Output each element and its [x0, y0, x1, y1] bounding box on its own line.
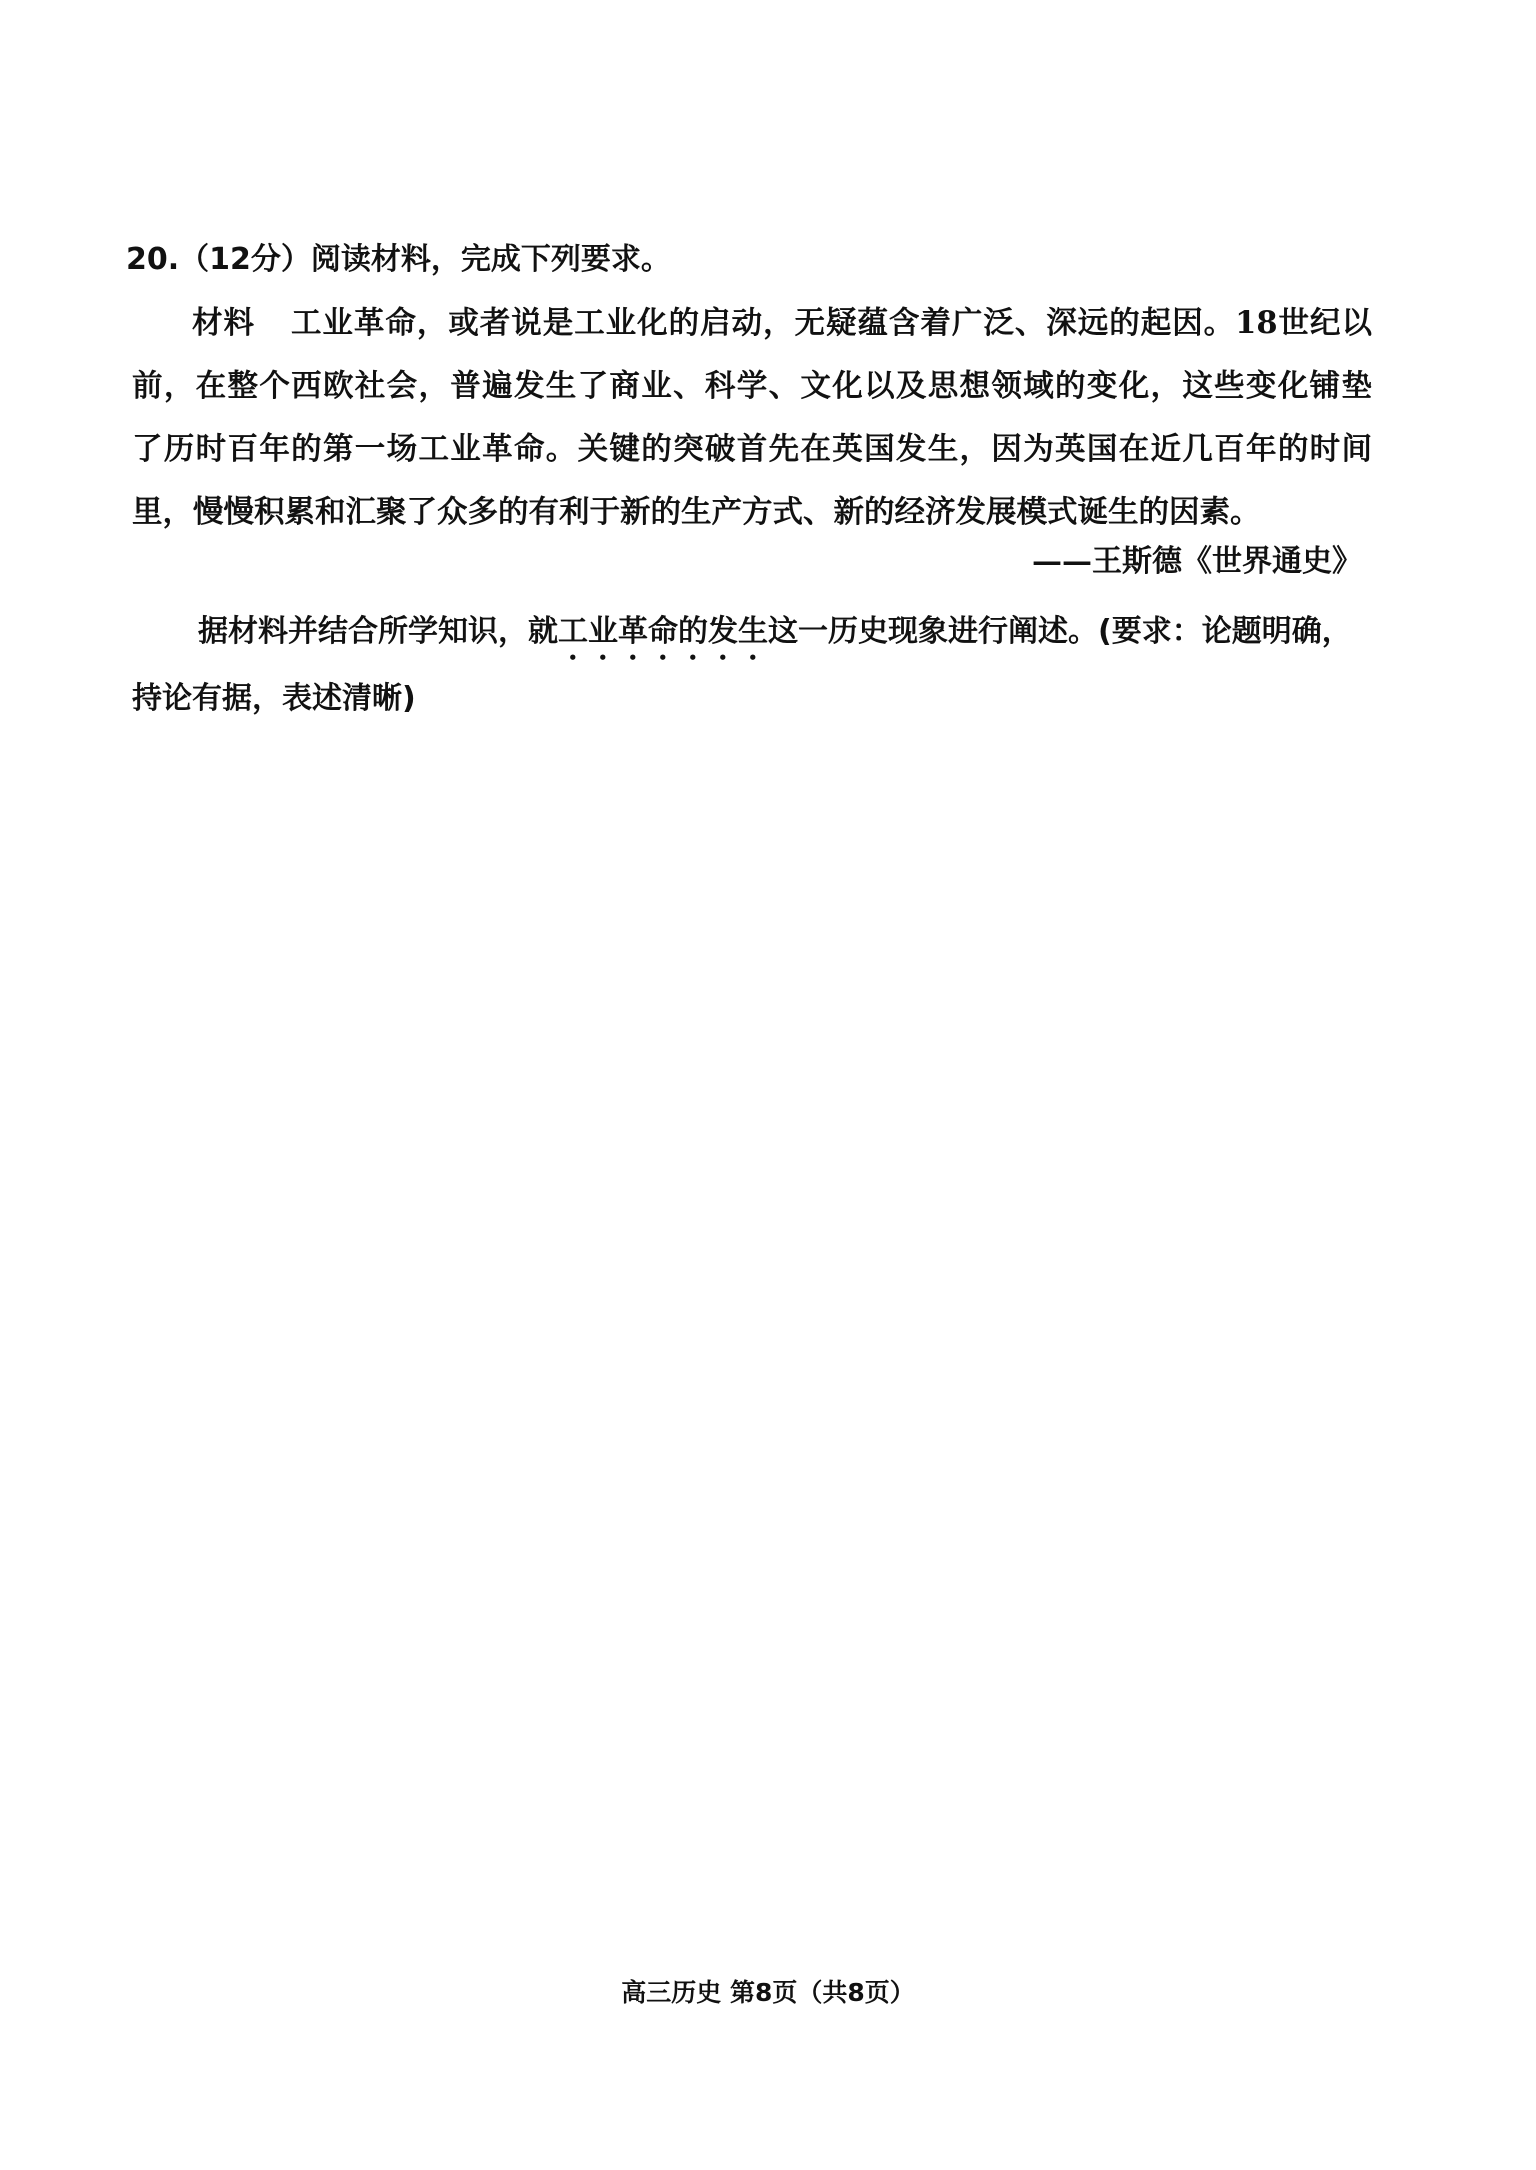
task-instructions: [132, 600, 1372, 730]
page-footer: 高三历史 第8页（共8页）: [621, 1978, 915, 2007]
material-line: 了历时百年的第一场工业革命。关键的突破首先在英国发生，因为英国在近几百年的时间: [132, 431, 1372, 467]
task-line: 持论有据，表述清晰): [132, 681, 416, 716]
task-emphasis: 工业革命的发生: [558, 614, 768, 649]
task-text: 据材料并结合所学知识，就: [198, 614, 558, 649]
material-passage: [132, 292, 1372, 544]
question-heading: 20.（12分）阅读材料，完成下列要求。: [126, 242, 671, 277]
material-source: ——王斯德《世界通史》: [1032, 544, 1362, 579]
material-line: [132, 292, 1372, 355]
task-line: [132, 600, 1372, 667]
task-text: 这一历史现象进行阐述。(要求：论题明确，: [768, 614, 1352, 649]
material-label: 材料: [192, 305, 255, 341]
material-line-text: 工业革命，或者说是工业化的启动，无疑蕴含着广泛、深远的起因。18世纪以: [290, 305, 1372, 341]
material-line: 前，在整个西欧社会，普遍发生了商业、科学、文化以及思想领域的变化，这些变化铺垫: [132, 368, 1372, 404]
material-line: 里，慢慢积累和汇聚了众多的有利于新的生产方式、新的经济发展模式诞生的因素。: [132, 494, 1261, 530]
